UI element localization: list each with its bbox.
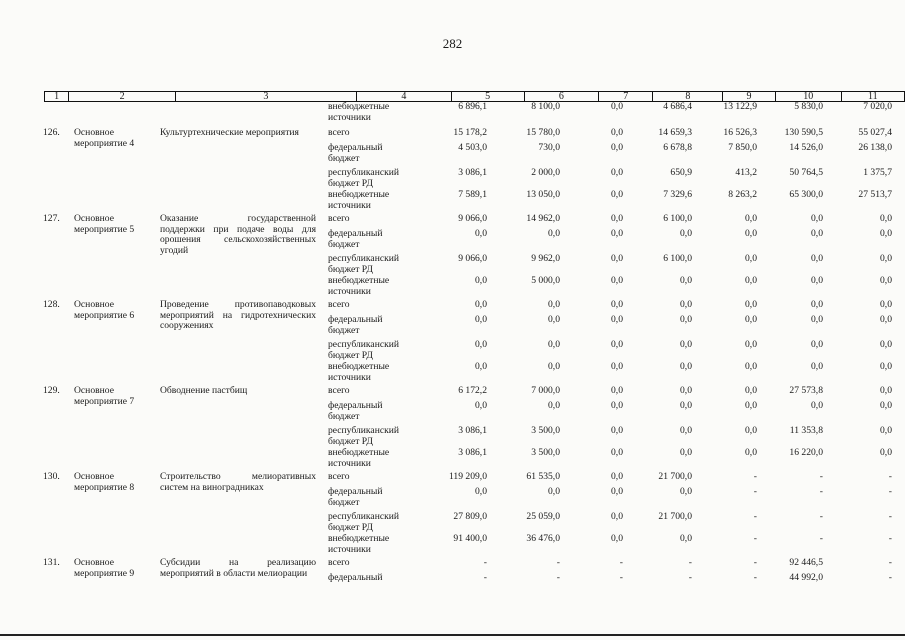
row-127-2-col-11: 0,0	[880, 253, 892, 264]
row-127-1-col-11: 0,0	[880, 228, 892, 239]
row-129-1-col-7: 0,0	[611, 400, 623, 411]
continuation-col-10: 5 830,0	[794, 101, 823, 112]
row-130-3-col-5: 91 400,0	[453, 533, 487, 544]
row-129-3-col-5: 3 086,1	[458, 447, 487, 458]
row-126-2-col-10: 50 764,5	[789, 167, 823, 178]
row-127-2-col-10: 0,0	[811, 253, 823, 264]
item-number: 126.	[43, 127, 60, 138]
row-127-2-col-8: 6 100,0	[663, 253, 692, 264]
row-128-3-col-10: 0,0	[811, 361, 823, 372]
row-128-0-col-11: 0,0	[880, 299, 892, 310]
row-127-0-col-7: 0,0	[611, 213, 623, 224]
row-128-1-col-6: 0,0	[548, 314, 560, 325]
item-number: 128.	[43, 299, 60, 310]
row-128-3-col-9: 0,0	[745, 361, 757, 372]
header-col-1: 1	[45, 92, 69, 102]
row-127-0-col-11: 0,0	[880, 213, 892, 224]
row-130-0-col-9: -	[753, 471, 757, 482]
row-131-1-col-8: -	[688, 572, 692, 583]
row-131-1-col-9: -	[753, 572, 757, 583]
row-127-1-col-5: 0,0	[475, 228, 487, 239]
row-126-2-col-6: 2 000,0	[531, 167, 560, 178]
header-col-2: 2	[69, 92, 176, 102]
row-130-2-col-7: 0,0	[611, 511, 623, 522]
continuation-source: внебюджетные источники	[328, 101, 390, 123]
row-130-0-col-8: 21 700,0	[658, 471, 692, 482]
row-126-0-col-7: 0,0	[611, 127, 623, 138]
row-127-2-col-9: 0,0	[745, 253, 757, 264]
row-129-0-col-8: 0,0	[680, 385, 692, 396]
row-126-0-col-8: 14 659,3	[658, 127, 692, 138]
row-128-2-col-10: 0,0	[811, 339, 823, 350]
row-126-3-col-10: 65 300,0	[789, 189, 823, 200]
row-128-0-col-6: 0,0	[548, 299, 560, 310]
row-126-1-col-11: 26 138,0	[858, 142, 892, 153]
row-126-0-col-10: 130 590,5	[784, 127, 823, 138]
item-number: 131.	[43, 557, 60, 568]
row-130-0-col-10: -	[819, 471, 823, 482]
row-126-3-col-6: 13 050,0	[526, 189, 560, 200]
row-131-0-col-5: -	[483, 557, 487, 568]
row-130-3-col-11: -	[888, 533, 892, 544]
row-128-0-col-8: 0,0	[680, 299, 692, 310]
row-126-1-col-10: 14 526,0	[789, 142, 823, 153]
row-131-0-col-9: -	[753, 557, 757, 568]
row-129-1-col-9: 0,0	[745, 400, 757, 411]
row-129-3-col-10: 16 220,0	[789, 447, 823, 458]
continuation-col-9: 13 122,9	[723, 101, 757, 112]
continuation-col-6: 8 100,0	[531, 101, 560, 112]
row-130-1-col-7: 0,0	[611, 486, 623, 497]
row-128-0-col-5: 0,0	[475, 299, 487, 310]
row-131-0-col-11: -	[888, 557, 892, 568]
row-127-1-col-10: 0,0	[811, 228, 823, 239]
header-col-8: 8	[653, 92, 723, 102]
activity-name: Основное мероприятие 6	[74, 299, 135, 321]
item-number: 127.	[43, 213, 60, 224]
row-130-1-col-8: 0,0	[680, 486, 692, 497]
row-127-0-col-9: 0,0	[745, 213, 757, 224]
row-127-1-col-8: 0,0	[680, 228, 692, 239]
row-127-3-col-8: 0,0	[680, 275, 692, 286]
funding-source: внебюджетные источники	[328, 361, 390, 383]
row-127-3-col-10: 0,0	[811, 275, 823, 286]
funding-source: всего	[328, 557, 350, 568]
row-129-0-col-5: 6 172,2	[458, 385, 487, 396]
row-127-3-col-11: 0,0	[880, 275, 892, 286]
header-col-5: 5	[451, 92, 524, 102]
row-128-3-col-11: 0,0	[880, 361, 892, 372]
row-130-1-col-6: 0,0	[548, 486, 560, 497]
activity-description: Культуртехнические мероприятия	[160, 127, 299, 138]
row-129-0-col-9: 0,0	[745, 385, 757, 396]
funding-source: федеральный бюджет	[328, 228, 383, 250]
row-131-1-col-6: -	[556, 572, 560, 583]
continuation-col-5: 6 896,1	[458, 101, 487, 112]
activity-description: Обводнение пастбищ	[160, 385, 248, 396]
row-129-2-col-9: 0,0	[745, 425, 757, 436]
row-129-2-col-8: 0,0	[680, 425, 692, 436]
row-127-0-col-8: 6 100,0	[663, 213, 692, 224]
row-128-2-col-11: 0,0	[880, 339, 892, 350]
row-129-0-col-6: 7 000,0	[531, 385, 560, 396]
row-126-3-col-11: 27 513,7	[858, 189, 892, 200]
row-130-2-col-10: -	[819, 511, 823, 522]
funding-source: республиканский бюджет РД	[328, 253, 400, 275]
row-127-3-col-6: 5 000,0	[531, 275, 560, 286]
funding-source: внебюджетные источники	[328, 533, 390, 555]
row-128-1-col-11: 0,0	[880, 314, 892, 325]
row-130-1-col-5: 0,0	[475, 486, 487, 497]
row-128-3-col-5: 0,0	[475, 361, 487, 372]
row-131-1-col-11: -	[888, 572, 892, 583]
row-128-0-col-9: 0,0	[745, 299, 757, 310]
row-128-3-col-8: 0,0	[680, 361, 692, 372]
funding-source: федеральный бюджет	[328, 314, 383, 336]
row-127-3-col-5: 0,0	[475, 275, 487, 286]
funding-source: всего	[328, 299, 350, 310]
row-129-1-col-6: 0,0	[548, 400, 560, 411]
row-126-1-col-5: 4 503,0	[458, 142, 487, 153]
row-127-0-col-6: 14 962,0	[526, 213, 560, 224]
row-130-0-col-11: -	[888, 471, 892, 482]
row-127-1-col-7: 0,0	[611, 228, 623, 239]
row-127-3-col-7: 0,0	[611, 275, 623, 286]
row-130-3-col-6: 36 476,0	[526, 533, 560, 544]
row-128-2-col-7: 0,0	[611, 339, 623, 350]
row-131-0-col-6: -	[556, 557, 560, 568]
row-128-0-col-7: 0,0	[611, 299, 623, 310]
row-129-2-col-10: 11 353,8	[789, 425, 823, 436]
row-130-0-col-5: 119 209,0	[448, 471, 487, 482]
row-127-2-col-6: 9 962,0	[531, 253, 560, 264]
row-129-1-col-10: 0,0	[811, 400, 823, 411]
row-126-2-col-9: 413,2	[735, 167, 757, 178]
row-126-3-col-7: 0,0	[611, 189, 623, 200]
row-131-0-col-8: -	[688, 557, 692, 568]
row-129-1-col-5: 0,0	[475, 400, 487, 411]
row-131-0-col-10: 92 446,5	[789, 557, 823, 568]
funding-source: всего	[328, 385, 350, 396]
row-128-2-col-6: 0,0	[548, 339, 560, 350]
row-128-2-col-8: 0,0	[680, 339, 692, 350]
funding-source: республиканский бюджет РД	[328, 511, 400, 533]
funding-source: федеральный бюджет	[328, 400, 383, 422]
row-128-2-col-5: 0,0	[475, 339, 487, 350]
row-129-3-col-9: 0,0	[745, 447, 757, 458]
row-128-3-col-7: 0,0	[611, 361, 623, 372]
row-126-1-col-8: 6 678,8	[663, 142, 692, 153]
funding-source: республиканский бюджет РД	[328, 167, 400, 189]
continuation-col-8: 4 686,4	[663, 101, 692, 112]
row-129-3-col-6: 3 500,0	[531, 447, 560, 458]
header-col-11: 11	[841, 92, 904, 102]
row-130-3-col-9: -	[753, 533, 757, 544]
row-127-1-col-6: 0,0	[548, 228, 560, 239]
row-126-2-col-5: 3 086,1	[458, 167, 487, 178]
funding-source: республиканский бюджет РД	[328, 425, 400, 447]
continuation-col-7: 0,0	[611, 101, 623, 112]
row-126-0-col-6: 15 780,0	[526, 127, 560, 138]
row-130-0-col-7: 0,0	[611, 471, 623, 482]
row-129-2-col-5: 3 086,1	[458, 425, 487, 436]
row-128-2-col-9: 0,0	[745, 339, 757, 350]
funding-source: внебюджетные источники	[328, 447, 390, 469]
row-129-3-col-11: 0,0	[880, 447, 892, 458]
activity-name: Основное мероприятие 8	[74, 471, 135, 493]
row-128-3-col-6: 0,0	[548, 361, 560, 372]
row-131-0-col-7: -	[619, 557, 623, 568]
row-128-1-col-5: 0,0	[475, 314, 487, 325]
row-126-1-col-7: 0,0	[611, 142, 623, 153]
row-130-1-col-9: -	[753, 486, 757, 497]
row-127-0-col-10: 0,0	[811, 213, 823, 224]
row-128-0-col-10: 0,0	[811, 299, 823, 310]
funding-source: всего	[328, 127, 350, 138]
item-number: 130.	[43, 471, 60, 482]
item-number: 129.	[43, 385, 60, 396]
row-127-2-col-5: 9 066,0	[458, 253, 487, 264]
row-130-2-col-9: -	[753, 511, 757, 522]
row-128-1-col-7: 0,0	[611, 314, 623, 325]
row-126-1-col-9: 7 850,0	[728, 142, 757, 153]
header-col-10: 10	[775, 92, 841, 102]
header-col-7: 7	[599, 92, 653, 102]
row-130-2-col-6: 25 059,0	[526, 511, 560, 522]
activity-description: Оказание государственной поддержки при подаче воды для орошения сельскохозяйственных угодий	[160, 213, 316, 256]
row-130-2-col-11: -	[888, 511, 892, 522]
header-col-3: 3	[175, 92, 356, 102]
row-130-3-col-8: 0,0	[680, 533, 692, 544]
row-127-2-col-7: 0,0	[611, 253, 623, 264]
row-126-2-col-8: 650,9	[670, 167, 692, 178]
page-bottom-rule	[0, 634, 905, 636]
row-129-0-col-10: 27 573,8	[789, 385, 823, 396]
row-126-0-col-9: 16 526,3	[723, 127, 757, 138]
row-126-0-col-5: 15 178,2	[453, 127, 487, 138]
funding-source: федеральный бюджет	[328, 142, 383, 164]
row-126-0-col-11: 55 027,4	[858, 127, 892, 138]
row-131-1-col-10: 44 992,0	[789, 572, 823, 583]
activity-name: Основное мероприятие 5	[74, 213, 135, 235]
row-126-1-col-6: 730,0	[538, 142, 560, 153]
row-128-1-col-10: 0,0	[811, 314, 823, 325]
row-129-1-col-8: 0,0	[680, 400, 692, 411]
row-130-3-col-7: 0,0	[611, 533, 623, 544]
row-130-2-col-8: 21 700,0	[658, 511, 692, 522]
activity-name: Основное мероприятие 4	[74, 127, 135, 149]
row-130-0-col-6: 61 535,0	[526, 471, 560, 482]
activity-name: Основное мероприятие 7	[74, 385, 135, 407]
funding-source: федеральный	[328, 572, 383, 583]
row-130-1-col-10: -	[819, 486, 823, 497]
row-126-3-col-8: 7 329,6	[663, 189, 692, 200]
row-130-3-col-10: -	[819, 533, 823, 544]
row-131-1-col-5: -	[483, 572, 487, 583]
row-129-0-col-7: 0,0	[611, 385, 623, 396]
row-129-2-col-11: 0,0	[880, 425, 892, 436]
row-129-3-col-8: 0,0	[680, 447, 692, 458]
row-126-2-col-7: 0,0	[611, 167, 623, 178]
activity-description: Проведение противопаводковых мероприятий на гидротехнических сооружениях	[160, 299, 316, 332]
row-127-0-col-5: 9 066,0	[458, 213, 487, 224]
activity-name: Основное мероприятие 9	[74, 557, 135, 579]
row-129-0-col-11: 0,0	[880, 385, 892, 396]
funding-source: внебюджетные источники	[328, 189, 390, 211]
row-129-1-col-11: 0,0	[880, 400, 892, 411]
header-col-6: 6	[524, 92, 599, 102]
row-129-2-col-6: 3 500,0	[531, 425, 560, 436]
row-127-3-col-9: 0,0	[745, 275, 757, 286]
page-number: 282	[442, 36, 463, 51]
row-128-1-col-8: 0,0	[680, 314, 692, 325]
row-131-1-col-7: -	[619, 572, 623, 583]
row-130-1-col-11: -	[888, 486, 892, 497]
row-126-3-col-9: 8 263,2	[728, 189, 757, 200]
funding-source: внебюджетные источники	[328, 275, 390, 297]
header-col-9: 9	[723, 92, 775, 102]
row-126-3-col-5: 7 589,1	[458, 189, 487, 200]
continuation-col-11: 7 020,0	[863, 101, 892, 112]
row-130-2-col-5: 27 809,0	[453, 511, 487, 522]
funding-source: всего	[328, 213, 350, 224]
funding-source: федеральный бюджет	[328, 486, 383, 508]
activity-description: Субсидии на реализацию мероприятий в области мелиорации	[160, 557, 316, 579]
header-col-4: 4	[356, 92, 451, 102]
row-126-2-col-11: 1 375,7	[863, 167, 892, 178]
funding-source: республиканский бюджет РД	[328, 339, 400, 361]
row-128-1-col-9: 0,0	[745, 314, 757, 325]
row-129-3-col-7: 0,0	[611, 447, 623, 458]
funding-source: всего	[328, 471, 350, 482]
row-129-2-col-7: 0,0	[611, 425, 623, 436]
row-127-1-col-9: 0,0	[745, 228, 757, 239]
activity-description: Строительство мелиоративных систем на виноградниках	[160, 471, 316, 493]
